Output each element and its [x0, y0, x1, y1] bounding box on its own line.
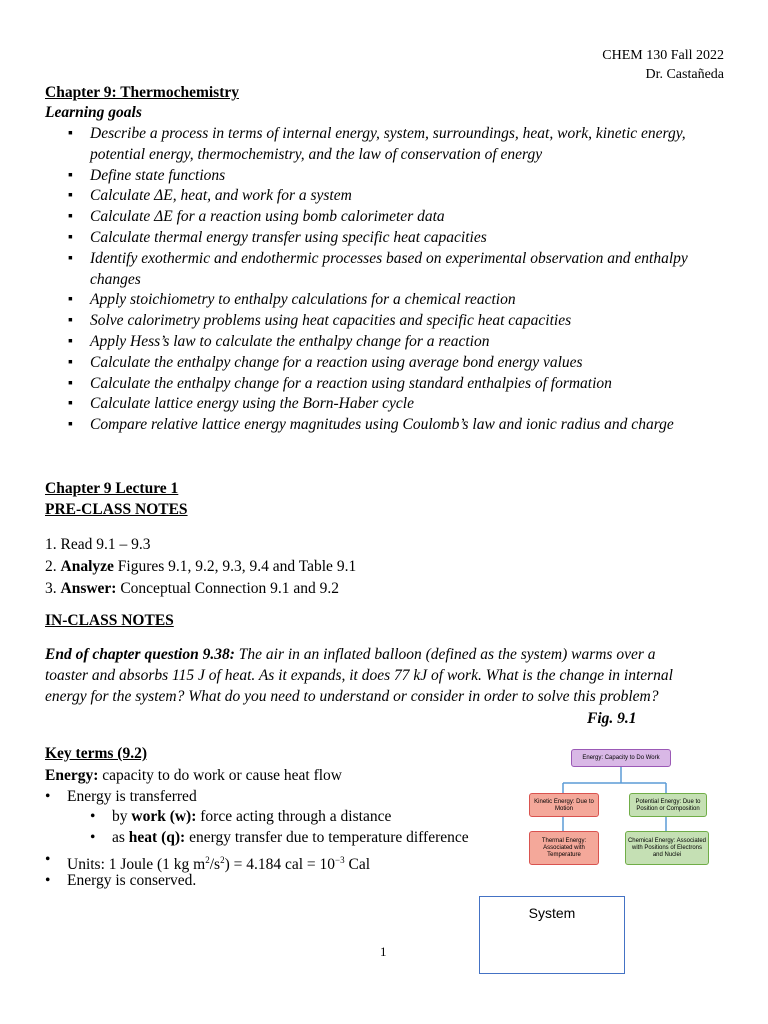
chemical-energy-box: Chemical Energy: Associated with Positions of Electrons and Nuclei: [625, 831, 709, 865]
learning-goal: ▪ Apply stoichiometry to enthalpy calculations for a chemical reaction: [45, 290, 725, 311]
learning-goals-list: [45, 124, 725, 436]
learning-goal: ▪ Describe a process in terms of internal energy, system, surroundings, heat, work, kinetic energy, potential energy, thermochemistry, and the law of conservation of energy: [45, 124, 725, 166]
system-box: [479, 896, 625, 974]
learning-goal: ▪ Compare relative lattice energy magnitudes using Coulomb’s law and ionic radius and charge: [45, 415, 725, 436]
learning-goal: ▪ Calculate ΔE for a reaction using bomb calorimeter data: [45, 207, 725, 228]
thermal-energy-box: Thermal Energy: Associated with Temperature: [529, 831, 599, 865]
energy-definition: Energy: capacity to do work or cause heat flow: [45, 767, 342, 784]
system-label: System: [528, 905, 576, 921]
lecture-title: Chapter 9 Lecture 1: [45, 480, 179, 497]
course-header: [602, 46, 724, 84]
pre-class-item: 3. Answer: Conceptual Connection 9.1 and 9.2: [45, 580, 340, 597]
learning-goal: ▪ Calculate thermal energy transfer using specific heat capacities: [45, 228, 725, 249]
page-number: 1: [380, 944, 387, 959]
chapter-question: [45, 644, 685, 707]
in-class-title: IN-CLASS NOTES: [45, 612, 174, 629]
pre-class-item: 1. Read 9.1 – 9.3: [45, 536, 151, 553]
learning-goal: ▪ Identify exothermic and endothermic processes based on experimental observation and enthalpy changes: [45, 249, 725, 291]
units-item: • Units: 1 Joule (1 kg $m^2/s^2) = 4.184$ cal = $10^{-3}$ Cal: [45, 851, 371, 874]
bullet-item: • Energy is transferred: [45, 788, 197, 805]
pre-class-item: 2. Analyze Figures 9.1, 9.2, 9.3, 9.4 and Table 9.1: [45, 558, 357, 575]
learning-goal: ▪ Solve calorimetry problems using heat capacities and specific heat capacities: [45, 311, 725, 332]
energy-box: Energy: Capacity to Do Work: [571, 749, 671, 767]
course-name: CHEM 130 Fall 2022: [602, 48, 724, 63]
sub-bullet-heat: • as heat (q): energy transfer due to temperature difference: [90, 829, 469, 846]
learning-goal: ▪ Calculate ΔE, heat, and work for a system: [45, 186, 725, 207]
learning-goals-title: Learning goals: [45, 104, 142, 121]
chapter-title: Chapter 9: Thermochemistry: [45, 84, 240, 101]
learning-goal: ▪ Calculate lattice energy using the Born-Haber cycle: [45, 394, 725, 415]
conserved-item: • Energy is conserved.: [45, 872, 197, 889]
pre-class-list: [45, 534, 356, 600]
energy-diagram: [521, 745, 711, 875]
question-label: End of chapter question 9.38:: [45, 646, 235, 663]
learning-goal: ▪ Apply Hess’s law to calculate the enthalpy change for a reaction: [45, 332, 725, 353]
sub-bullet-work: • by work (w): force acting through a distance: [90, 808, 392, 825]
learning-goal: ▪ Calculate the enthalpy change for a reaction using average bond energy values: [45, 353, 725, 374]
learning-goal: ▪ Calculate the enthalpy change for a reaction using standard enthalpies of formation: [45, 374, 725, 395]
figure-label: Fig. 9.1: [587, 710, 637, 727]
question-text: The air in an inflated balloon (defined as the system) warms over a toaster and absorbs 115 J of heat. As it expands, it does 77 kJ of work. What is the change in internal energy for the system? What do you need to understand or consider in order to solve this problem?: [45, 646, 673, 705]
kinetic-energy-box: Kinetic Energy: Due to Motion: [529, 793, 599, 817]
learning-goal: ▪ Define state functions: [45, 166, 725, 187]
instructor-name: Dr. Castañeda: [645, 67, 724, 82]
key-terms-title: Key terms (9.2): [45, 745, 147, 762]
pre-class-title: PRE-CLASS NOTES: [45, 501, 188, 518]
potential-energy-box: Potential Energy: Due to Position or Composition: [629, 793, 707, 817]
